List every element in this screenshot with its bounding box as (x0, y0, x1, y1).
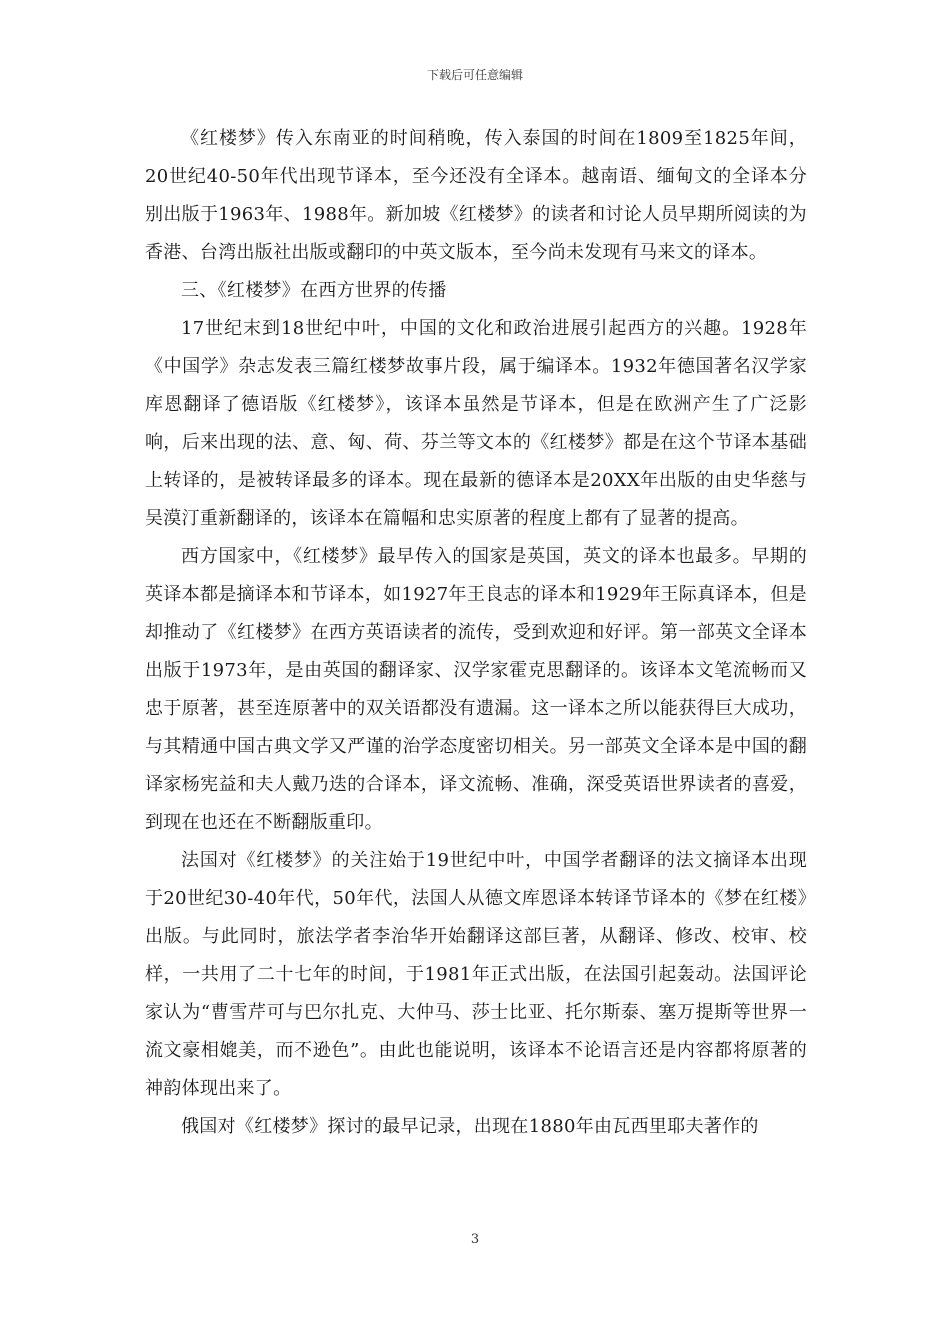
document-body (145, 120, 807, 1146)
paragraph-germany: 17世纪末到18世纪中叶，中国的文化和政治进展引起西方的兴趣。1928年《中国学》杂志发表三篇红楼梦故事片段，属于编译本。1932年德国著名汉学家库恩翻译了德语版《红楼梦》，该译本虽然是节译本，但是在欧洲产生了广泛影响，后来出现的法、意、匈、荷、芬兰等文本的《红楼梦》都是在这个节译本基础上转译的，是被转译最多的译本。现在最新的德译本是20XX年出版的由史华慈与吴漠汀重新翻译的，该译本在篇幅和忠实原著的程度上都有了显著的提高。 (145, 318, 807, 529)
page-number: 3 (470, 1232, 480, 1247)
paragraph-russia: 俄国对《红楼梦》探讨的最早记录，出现在1880年由瓦西里耶夫著作的 (181, 1116, 759, 1137)
page-header: 下载后可任意编辑 (426, 68, 523, 82)
paragraph-france: 法国对《红楼梦》的关注始于19世纪中叶，中国学者翻译的法文摘译本出现于20世纪30-40年代，50年代，法国人从德文库恩译本转译节译本的《梦在红楼》出版。与此同时，旅法学者李治华开始翻译这部巨著，从翻译、修改、校审、校样，一共用了二十七年的时间，于1981年正式出版，在法国引起轰动。法国评论家认为“曹雪芹可与巴尔扎克、大仲马、莎士比亚、托尔斯泰、塞万提斯等世界一流文豪相媲美，而不逊色”。由此也能说明，该译本不论语言还是内容都将原著的神韵体现出来了。 (145, 850, 807, 1099)
section-heading: 三、《红楼梦》在西方世界的传播 (181, 280, 447, 301)
paragraph-england: 西方国家中，《红楼梦》最早传入的国家是英国，英文的译本也最多。早期的英译本都是摘译本和节译本，如1927年王良志的译本和1929年王际真译本，但是却推动了《红楼梦》在西方英语读者的流传，受到欢迎和好评。第一部英文全译本出版于1973年，是由英国的翻译家、汉学家霍克思翻译的。该译本文笔流畅而又忠于原著，甚至连原著中的双关语都没有遗漏。这一译本之所以能获得巨大成功，与其精通中国古典文学又严谨的治学态度密切相关。另一部英文全译本是中国的翻译家杨宪益和夫人戴乃迭的合译本，译文流畅、准确，深受英语世界读者的喜爱，到现在也还在不断翻版重印。 (145, 546, 807, 833)
paragraph-southeast-asia: 《红楼梦》传入东南亚的时间稍晚，传入泰国的时间在1809至1825年间，20世纪40-50年代出现节译本，至今还没有全译本。越南语、缅甸文的全译本分别出版于1963年、1988年。新加坡《红楼梦》的读者和讨论人员早期所阅读的为香港、台湾出版社出版或翻印的中英文版本，至今尚未发现有马来文的译本。 (145, 128, 807, 263)
